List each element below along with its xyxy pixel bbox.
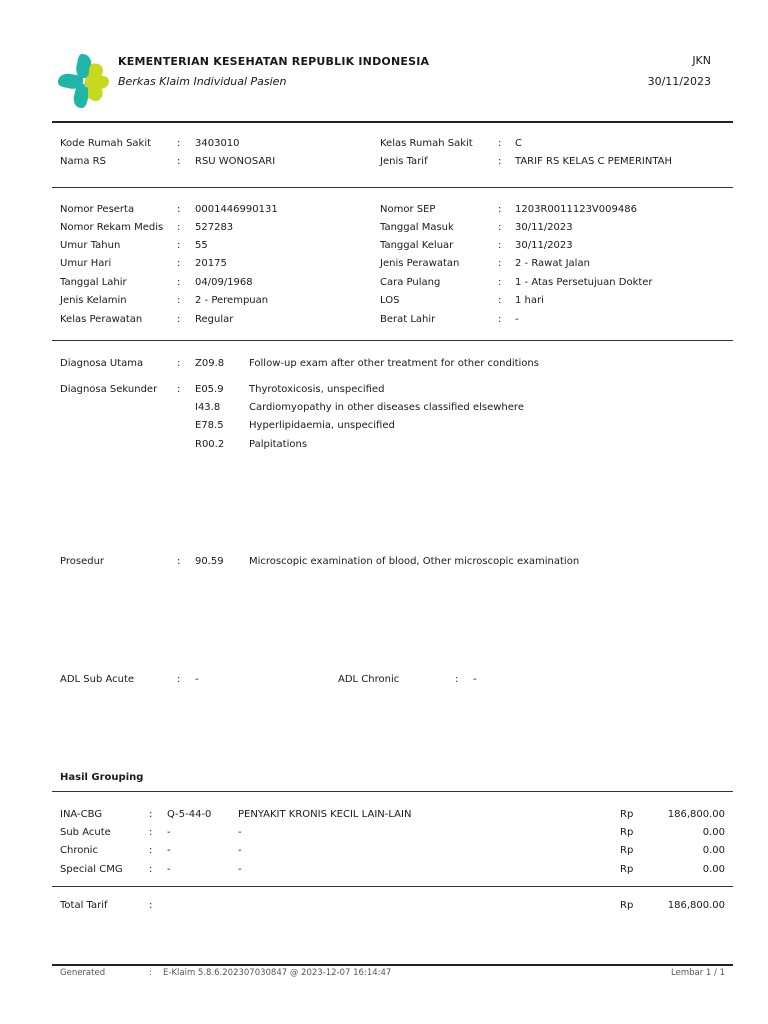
tanggal-masuk-label: Tanggal Masuk: [380, 222, 454, 233]
grouping-row-label: Sub Acute: [60, 827, 111, 838]
diagnosa-sekunder-desc: Cardiomyopathy in other diseases classified elsewhere: [249, 402, 524, 413]
colon: :: [177, 138, 181, 149]
colon: :: [149, 827, 153, 838]
grouping-row-label: INA-CBG: [60, 809, 103, 820]
colon: :: [149, 968, 152, 978]
grouping-row-code: -: [167, 845, 171, 856]
grouping-row-desc: PENYAKIT KRONIS KECIL LAIN-LAIN: [238, 809, 412, 820]
nama-rs-label: Nama RS: [60, 156, 106, 167]
colon: :: [177, 240, 181, 251]
grouping-row-code: -: [167, 864, 171, 875]
program-label: JKN: [692, 54, 711, 67]
jenis-perawatan-value: 2 - Rawat Jalan: [515, 258, 590, 269]
jenis-perawatan-label: Jenis Perawatan: [380, 258, 460, 269]
colon: :: [149, 900, 153, 911]
nama-rs-value: RSU WONOSARI: [195, 156, 276, 167]
colon: :: [149, 809, 153, 820]
nomor-sep-value: 1203R0011123V009486: [515, 204, 637, 215]
nomor-peserta-label: Nomor Peserta: [60, 204, 135, 215]
tanggal-keluar-value: 30/11/2023: [515, 240, 573, 251]
tanggal-keluar-label: Tanggal Keluar: [380, 240, 454, 251]
diagnosa-sekunder-code: R00.2: [195, 439, 225, 450]
kelas-perawatan-value: Regular: [195, 314, 234, 325]
adl-chronic-value: -: [473, 674, 477, 685]
colon: :: [498, 222, 502, 233]
grouping-row-desc: -: [238, 864, 242, 875]
kemenkes-logo: [56, 52, 112, 110]
kode-rs-value: 3403010: [195, 138, 240, 149]
generated-value: E-Klaim 5.8.6.202307030847 @ 2023-12-07 16:14:47: [163, 968, 392, 978]
kelas-perawatan-label: Kelas Perawatan: [60, 314, 143, 325]
diagnosa-sekunder-desc: Thyrotoxicosis, unspecified: [249, 384, 385, 395]
diagnosa-sekunder-code: E78.5: [195, 420, 224, 431]
grouping-row-amount: 0.00: [702, 845, 725, 856]
tanggal-masuk-value: 30/11/2023: [515, 222, 573, 233]
los-value: 1 hari: [515, 295, 544, 306]
colon: :: [177, 204, 181, 215]
adl-chronic-label: ADL Chronic: [338, 674, 400, 685]
cara-pulang-value: 1 - Atas Persetujuan Dokter: [515, 277, 653, 288]
colon: :: [177, 358, 181, 369]
colon: :: [498, 295, 502, 306]
total-divider: [52, 886, 733, 887]
diagnosa-sekunder-code: E05.9: [195, 384, 224, 395]
generated-label: Generated: [60, 968, 106, 978]
colon: :: [498, 258, 502, 269]
colon: :: [498, 204, 502, 215]
jenis-kelamin-value: 2 - Perempuan: [195, 295, 269, 306]
grouping-row-amount: 186,800.00: [667, 809, 725, 820]
berat-lahir-label: Berat Lahir: [380, 314, 436, 325]
adl-sub-acute-label: ADL Sub Acute: [60, 674, 135, 685]
grouping-row-amount: 0.00: [702, 827, 725, 838]
diagnosa-utama-desc: Follow-up exam after other treatment for other conditions: [249, 358, 539, 369]
grouping-row-amount: 0.00: [702, 864, 725, 875]
colon: :: [455, 674, 459, 685]
diagnosa-utama-label: Diagnosa Utama: [60, 358, 144, 369]
colon: :: [177, 295, 181, 306]
colon: :: [177, 384, 181, 395]
grouping-row-currency: Rp: [620, 827, 634, 838]
diagnosa-utama-code: Z09.8: [195, 358, 225, 369]
prosedur-label: Prosedur: [60, 556, 105, 567]
kelas-rs-value: C: [515, 138, 522, 149]
adl-sub-acute-value: -: [195, 674, 199, 685]
colon: :: [498, 138, 502, 149]
grouping-row-label: Special CMG: [60, 864, 123, 875]
colon: :: [149, 864, 153, 875]
los-label: LOS: [380, 295, 400, 306]
colon: :: [498, 156, 502, 167]
jenis-tarif-label: Jenis Tarif: [380, 156, 428, 167]
hasil-grouping-title: Hasil Grouping: [60, 772, 144, 783]
nomor-peserta-value: 0001446990131: [195, 204, 278, 215]
kode-rs-label: Kode Rumah Sakit: [60, 138, 152, 149]
document-title: Berkas Klaim Individual Pasien: [118, 75, 287, 88]
cara-pulang-label: Cara Pulang: [380, 277, 441, 288]
diagnosa-sekunder-label: Diagnosa Sekunder: [60, 384, 158, 395]
grouping-row-code: -: [167, 827, 171, 838]
umur-hari-value: 20175: [195, 258, 227, 269]
umur-tahun-label: Umur Tahun: [60, 240, 121, 251]
umur-hari-label: Umur Hari: [60, 258, 112, 269]
grouping-row-desc: -: [238, 845, 242, 856]
colon: :: [149, 845, 153, 856]
grouping-divider: [52, 791, 733, 792]
nomor-sep-label: Nomor SEP: [380, 204, 436, 215]
colon: :: [498, 314, 502, 325]
nomor-rekam-medis-label: Nomor Rekam Medis: [60, 222, 164, 233]
org-name: KEMENTERIAN KESEHATAN REPUBLIK INDONESIA: [118, 55, 430, 68]
kelas-rs-label: Kelas Rumah Sakit: [380, 138, 473, 149]
grouping-row-currency: Rp: [620, 864, 634, 875]
total-tarif-currency: Rp: [620, 900, 634, 911]
document-date: 30/11/2023: [647, 75, 711, 88]
tanggal-lahir-value: 04/09/1968: [195, 277, 253, 288]
grouping-row-currency: Rp: [620, 845, 634, 856]
colon: :: [177, 556, 181, 567]
colon: :: [177, 156, 181, 167]
total-tarif-amount: 186,800.00: [667, 900, 725, 911]
prosedur-code: 90.59: [195, 556, 224, 567]
footer-divider: [52, 964, 733, 966]
diagnosa-sekunder-desc: Hyperlipidaemia, unspecified: [249, 420, 395, 431]
grouping-row-currency: Rp: [620, 809, 634, 820]
section-divider: [52, 187, 733, 188]
jenis-kelamin-label: Jenis Kelamin: [60, 295, 127, 306]
colon: :: [498, 277, 502, 288]
header-divider: [52, 121, 733, 123]
colon: :: [177, 258, 181, 269]
diagnosa-sekunder-desc: Palpitations: [249, 439, 308, 450]
tanggal-lahir-label: Tanggal Lahir: [60, 277, 127, 288]
logo-leaf-yellow-top: [88, 63, 103, 79]
prosedur-desc: Microscopic examination of blood, Other microscopic examination: [249, 556, 580, 567]
colon: :: [177, 674, 181, 685]
section-divider: [52, 340, 733, 341]
berat-lahir-value: -: [515, 314, 519, 325]
colon: :: [177, 277, 181, 288]
colon: :: [177, 222, 181, 233]
grouping-row-label: Chronic: [60, 845, 98, 856]
grouping-row-code: Q-5-44-0: [167, 809, 212, 820]
colon: :: [177, 314, 181, 325]
total-tarif-label: Total Tarif: [60, 900, 108, 911]
grouping-row-desc: -: [238, 827, 242, 838]
colon: :: [498, 240, 502, 251]
jenis-tarif-value: TARIF RS KELAS C PEMERINTAH: [515, 156, 673, 167]
nomor-rekam-medis-value: 527283: [195, 222, 234, 233]
page-number: Lembar 1 / 1: [671, 968, 725, 978]
umur-tahun-value: 55: [195, 240, 208, 251]
diagnosa-sekunder-code: I43.8: [195, 402, 221, 413]
